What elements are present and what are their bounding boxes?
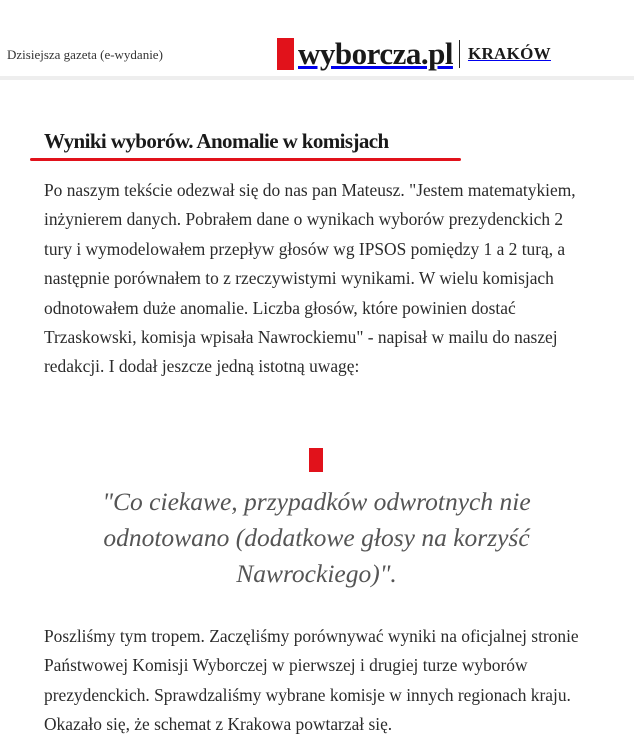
city-section-label: KRAKÓW	[467, 44, 551, 63]
section-heading: Wyniki wyborów. Anomalie w komisjach	[44, 129, 389, 153]
logo-red-square-icon	[277, 38, 294, 70]
site-logo[interactable]	[277, 37, 551, 71]
logo-text: wyborcza.pl	[298, 36, 453, 71]
article-paragraph: Poszliśmy tym tropem. Zaczęliśmy porównywać wyniki na oficjalnej stronie Państwowej Komisji Wyborczej w pierwszej i drugiej turze wyborów prezydenckich. Sprawdzaliśmy wybrane komisje w innych regionach kraju. Okazało się, że schemat z Krakowa powtarzał się.	[44, 626, 579, 735]
article-body	[44, 126, 592, 735]
pull-quote: "Co ciekawe, przypadków odwrotnych nie odnotowano (dodatkowe głosy na korzyść Nawrockiego)".	[102, 487, 531, 588]
site-header	[0, 0, 634, 80]
article-paragraph: Po naszym tekście odezwał się do nas pan Mateusz. "Jestem matematykiem, inżynierem danych. Pobrałem dane o wynikach wyborów prezydenckich 2 tury i wymodelowałem przepływ głosów wg IPSOS pomiędzy 1 a 2 turą, a następnie porównałem to z rzeczywistymi wynikami. W wielu komisjach odnotowałem duże anomalie. Liczba głosów, które powinien dostać Trzaskowski, komisja wpisała Nawrockiemu" - napisał w mailu do naszej redakcji. I dodał jeszcze jedną istotną uwagę:	[44, 180, 576, 377]
logo-divider	[459, 40, 460, 68]
e-edition-link[interactable]: Dzisiejsza gazeta (e-wydanie)	[7, 47, 163, 62]
quote-red-marker-icon	[309, 448, 323, 472]
heading-red-underline	[30, 158, 461, 161]
